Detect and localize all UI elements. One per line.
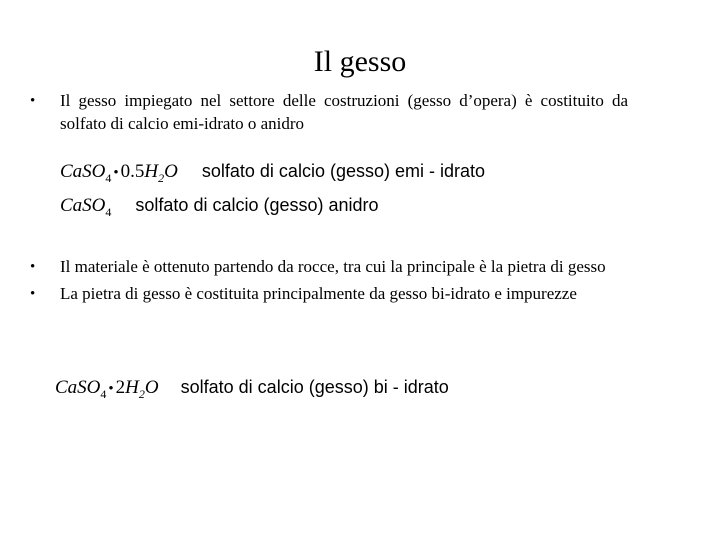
bullet-marker: • <box>30 259 36 275</box>
slide-title: Il gesso <box>313 45 407 78</box>
formula-species: CaSO <box>60 195 106 216</box>
formula-anhydrous <box>60 193 379 224</box>
water-coefficient: 2 <box>115 377 126 398</box>
formula-species-subscript: 4 <box>105 171 112 185</box>
hydration-dot: • <box>108 381 114 397</box>
formula-description: solfato di calcio (gesso) bi - idrato <box>180 377 449 397</box>
water-subscript: 2 <box>138 387 145 401</box>
water-subscript: 2 <box>158 171 165 185</box>
water-oxygen: O <box>164 161 178 182</box>
water-coefficient: 0.5 <box>120 161 145 182</box>
bullet-text: Il materiale è ottenuto partendo da rocce, tra cui la principale è la pietra di gesso <box>60 257 606 276</box>
water-hydrogen: H <box>125 377 139 398</box>
material-bullet-list <box>30 256 628 309</box>
formula-species: CaSO <box>55 377 101 398</box>
formula-hemihydrate <box>60 159 485 190</box>
chemical-formula <box>55 377 159 401</box>
bullet-marker: • <box>30 93 36 109</box>
formula-species-subscript: 4 <box>105 205 112 219</box>
intro-bullet-list <box>30 90 628 139</box>
bullet-marker: • <box>30 285 36 302</box>
chemical-formula <box>60 161 178 185</box>
formula-dihydrate <box>55 375 449 406</box>
formula-description: solfato di calcio (gesso) emi - idrato <box>201 161 486 181</box>
water-oxygen: O <box>144 377 159 398</box>
bullet-item-material <box>30 256 628 279</box>
formula-species: CaSO <box>60 161 106 182</box>
bullet-text: Il gesso impiegato nel settore delle costruzioni (gesso d’opera) è costituito da solfato di calcio emi-idrato o anidro <box>60 91 628 133</box>
bullet-item-stone <box>30 283 628 306</box>
hydration-dot: • <box>113 165 119 181</box>
formula-description: solfato di calcio (gesso) anidro <box>135 195 379 215</box>
bullet-item-intro <box>30 90 628 135</box>
bullet-text: La pietra di gesso è costituita principalmente da gesso bi-idrato e impurezze <box>60 283 577 303</box>
water-hydrogen: H <box>144 161 159 182</box>
formula-species-subscript: 4 <box>100 387 107 401</box>
chemical-formula <box>60 195 112 219</box>
